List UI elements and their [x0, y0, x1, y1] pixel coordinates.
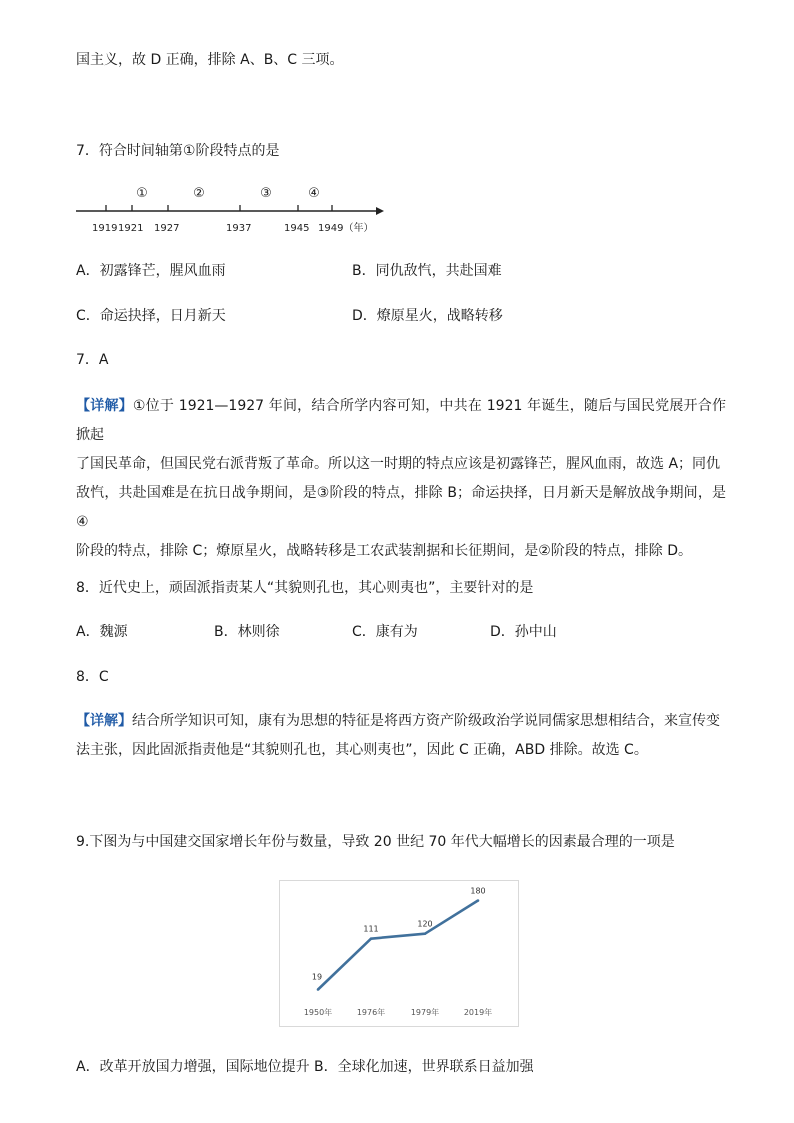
timeline-stage-marker: ① — [136, 186, 148, 201]
chart-series-line — [318, 901, 478, 990]
q7-detail — [76, 392, 726, 566]
q9-option-a: A．改革开放国力增强，国际地位提升 B．全球化加速，世界联系日益加强 — [76, 1059, 534, 1075]
q8-detail — [76, 707, 726, 765]
q9-line-chart — [279, 880, 519, 1027]
chart-point — [424, 932, 427, 935]
chart-category-label: 2019年 — [463, 1008, 493, 1017]
timeline-year-label: 1919 — [92, 223, 118, 234]
timeline-year-label: 1937 — [226, 223, 252, 234]
q7-option-b: B．同仇敌忾，共赴国难 — [352, 263, 502, 279]
timeline-stage-marker: ② — [193, 186, 205, 201]
q7-option-a: A．初露锋芒，腥风血雨 — [76, 263, 226, 279]
q7-option-d: D．燎原星火，战略转移 — [352, 308, 503, 324]
chart-data-label: 120 — [417, 919, 433, 929]
q8-option-d: D．孙中山 — [490, 624, 557, 640]
q8-stem: 8．近代史上，顽固派指责某人“其貌则孔也，其心则夷也”，主要针对的是 — [76, 580, 534, 596]
previous-answer-tail: 国主义，故 D 正确，排除 A、B、C 三项。 — [76, 52, 344, 68]
q8-detail-tag: 【详解】 — [76, 713, 132, 729]
q7-detail-line-2: 了国民革命，但国民党右派背叛了革命。所以这一时期的特点应该是初露锋芒，腥风血雨，故选 A；同仇 — [76, 456, 721, 472]
chart-data-label: 19 — [311, 972, 323, 982]
chart-category-label: 1950年 — [303, 1008, 333, 1017]
chart-point — [317, 988, 320, 991]
q8-option-b: B．林则徐 — [214, 624, 280, 640]
q8-detail-line-2: 法主张，因此固派指责他是“其貌则孔也，其心则夷也”，因此 C 正确，ABD 排除。故选 C。 — [76, 742, 648, 758]
chart-data-label: 180 — [470, 886, 486, 896]
timeline-year-label: 1927 — [154, 223, 180, 234]
q7-answer: 7．A — [76, 352, 109, 368]
chart-point — [477, 899, 480, 902]
q7-option-c: C．命运抉择，日月新天 — [76, 308, 226, 324]
chart-point — [370, 937, 373, 940]
q9-stem: 9.下图为与中国建交国家增长年份与数量，导致 20 世纪 70 年代大幅增长的因素最合理的一项是 — [76, 834, 675, 850]
timeline-arrow — [376, 207, 384, 215]
q7-stem: 7．符合时间轴第①阶段特点的是 — [76, 143, 280, 159]
timeline-stage-marker: ③ — [260, 186, 272, 201]
q7-timeline — [74, 180, 394, 240]
q8-answer: 8．C — [76, 669, 109, 685]
timeline-year-label: 1921 — [118, 223, 144, 234]
q7-detail-line-1 — [76, 392, 726, 450]
q8-option-a: A．魏源 — [76, 624, 128, 640]
q7-detail-line-3: 敌忾，共赴国难是在抗日战争期间，是③阶段的特点，排除 B；命运抉择，日月新天是解放战争期间，是④ — [76, 485, 726, 530]
q8-option-c: C．康有为 — [352, 624, 418, 640]
q8-detail-line-1 — [76, 707, 726, 736]
timeline-year-label: 1945 — [284, 223, 310, 234]
chart-data-label: 111 — [363, 924, 379, 934]
q7-detail-text-1: ①位于 1921—1927 年间，结合所学内容可知，中共在 1921 年诞生，随后与国民党展开合作掀起 — [76, 398, 726, 443]
timeline-stage-marker: ④ — [308, 186, 320, 201]
q7-detail-line-4: 阶段的特点，排除 C；燎原星火，战略转移是工农武装割据和长征期间，是②阶段的特点，排除 D。 — [76, 543, 693, 559]
q9-chart-svg — [280, 881, 518, 1026]
chart-category-label: 1979年 — [410, 1008, 440, 1017]
timeline-year-label: 1949（年） — [318, 223, 374, 234]
q7-detail-tag: 【详解】 — [76, 398, 133, 414]
q8-detail-text-1: 结合所学知识可知，康有为思想的特征是将西方资产阶级政治学说同儒家思想相结合，来宣传变 — [132, 713, 720, 729]
chart-category-label: 1976年 — [356, 1008, 386, 1017]
